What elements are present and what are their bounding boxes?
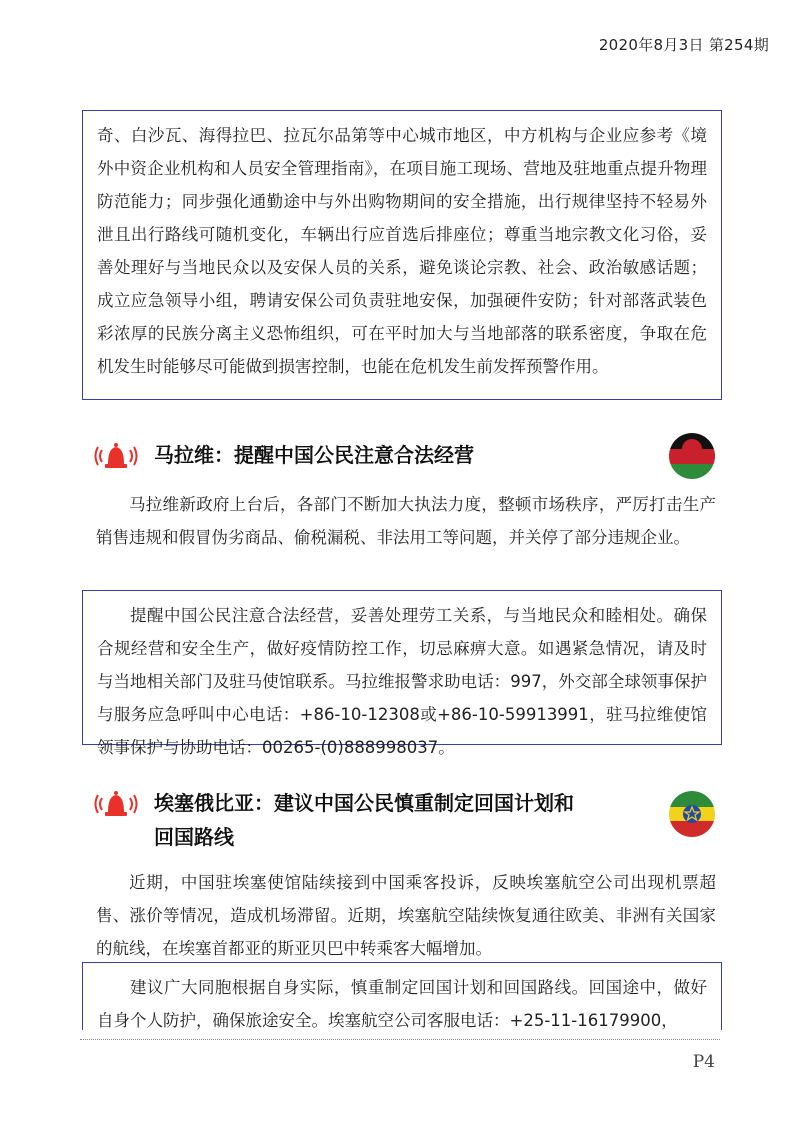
malawi-body <box>96 488 716 554</box>
advice-box-malawi <box>82 590 722 757</box>
advice-box-ethiopia <box>82 962 722 1030</box>
section-header-ethiopia <box>84 786 724 856</box>
advice-box-top <box>82 110 722 400</box>
section-title-ethiopia-line2: 回国路线 <box>154 825 234 849</box>
header-date: 2020年8月3日 第254期 <box>598 36 769 54</box>
section-title-ethiopia-line1: 埃塞俄比亚：建议中国公民慎重制定回国计划和 <box>154 791 574 815</box>
ethiopia-body <box>96 866 716 965</box>
malawi-flag-icon <box>669 433 715 479</box>
alarm-icon <box>94 786 138 822</box>
footer-divider <box>80 1039 720 1040</box>
section-title-malawi: 马拉维：提醒中国公民注意合法经营 <box>154 443 474 467</box>
alarm-icon <box>94 438 138 474</box>
malawi-advice-text: 提醒中国公民注意合法经营，妥善处理劳工关系，与当地民众和睦相处。确保合规经营和安全生产，做好疫情防控工作，切忌麻痹大意。如遇紧急情况，请及时与当地相关部门及驻马使馆联系。马拉维报警求助电话：997，外交部全球领事保护与服务应急呼叫中心电话：+86-10-12308或+86-10-59913991，驻马拉维使馆领事保护与协助电话：00265-(0)888998037。 <box>97 606 707 757</box>
advice-text-top: 奇、白沙瓦、海得拉巴、拉瓦尔品第等中心城市地区，中方机构与企业应参考《境外中资企业机构和人员安全管理指南》，在项目施工现场、营地及驻地重点提升物理防范能力；同步强化通勤途中与外出购物期间的安全措施，出行规律坚持不轻易外泄且出行路线可随机变化，车辆出行应首选后排座位；尊重当地宗教文化习俗，妥善处理好与当地民众以及安保人员的关系，避免谈论宗教、社会、政治敏感话题；成立应急领导小组，聘请安保公司负责驻地安保，加强硬件安防；针对部落武装色彩浓厚的民族分离主义恐怖组织，可在平时加大与当地部落的联系密度，争取在危机发生时能够尽可能做到损害控制，也能在危机发生前发挥预警作用。 <box>97 126 707 376</box>
malawi-body-text: 马拉维新政府上台后，各部门不断加大执法力度，整顿市场秩序，严厉打击生产销售违规和假冒伪劣商品、偷税漏税、非法用工等问题，并关停了部分违规企业。 <box>96 495 716 547</box>
section-title-ethiopia <box>154 786 624 854</box>
page-number: P4 <box>692 1052 715 1072</box>
ethiopia-body-text: 近期，中国驻埃塞使馆陆续接到中国乘客投诉，反映埃塞航空公司出现机票超售、涨价等情况，造成机场滞留。近期，埃塞航空陆续恢复通往欧美、非洲有关国家的航线，在埃塞首都亚的斯亚贝巴中转乘客大幅增加。 <box>96 873 716 958</box>
ethiopia-advice-text: 建议广大同胞根据自身实际，慎重制定回国计划和回国路线。回国途中，做好自身个人防护，确保旅途安全。埃塞航空公司客服电话：+25-11-16179900， <box>97 978 707 1030</box>
ethiopia-flag-icon <box>669 791 715 837</box>
